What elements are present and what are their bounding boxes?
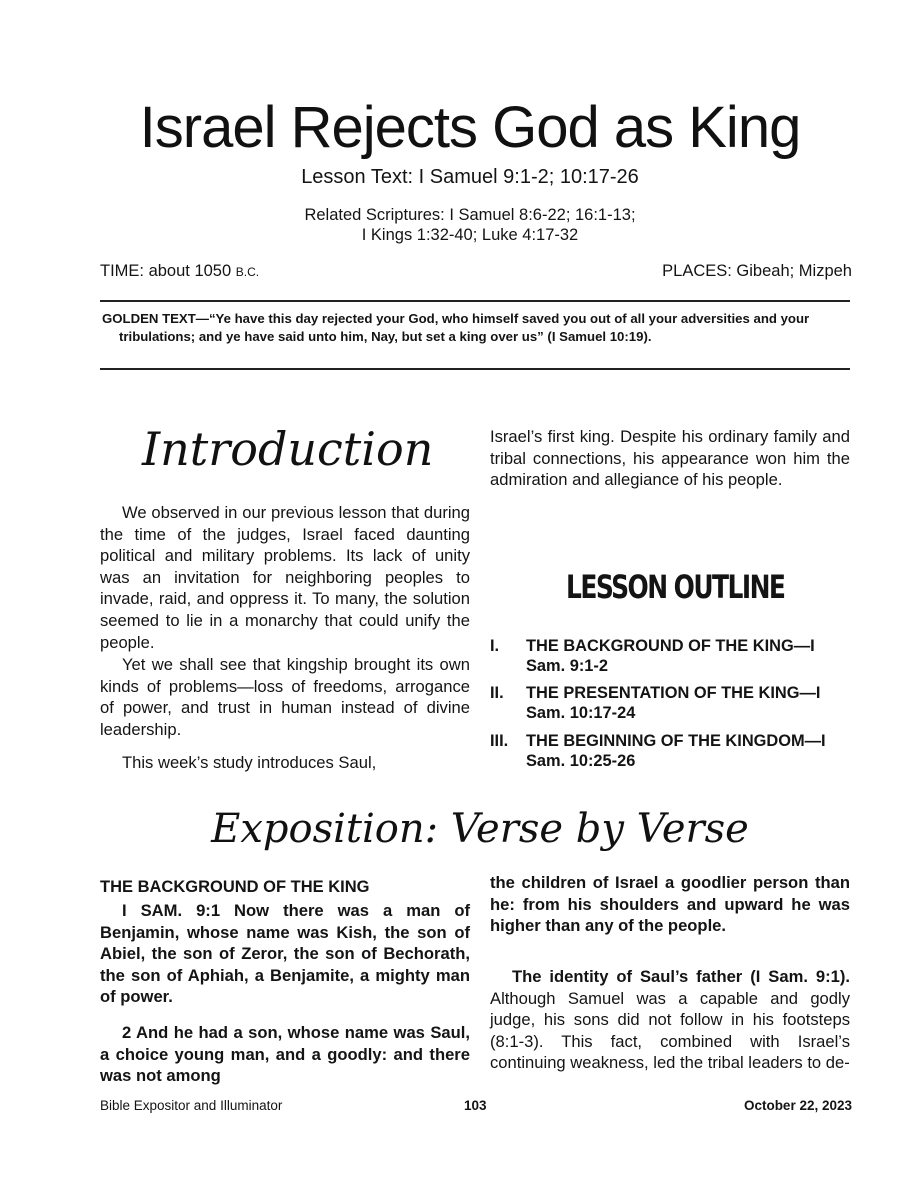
lesson-outline-heading: LESSON OUTLINE — [566, 568, 785, 606]
outline-number: II. — [490, 684, 504, 702]
footer-publication: Bible Expositor and Illuminator — [100, 1098, 283, 1113]
introduction-paragraph-2: Yet we shall see that kingship brought its own kinds of problems—loss of freedoms, arrogance of power, and trust in human instead of divine leadership. — [100, 655, 470, 739]
lesson-text-reference: Lesson Text: I Samuel 9:1-2; 10:17-26 — [301, 166, 639, 188]
outline-number: I. — [490, 637, 500, 655]
outline-number: III. — [490, 732, 509, 750]
outline-item — [490, 731, 850, 771]
outline-text: THE PRESENTATION OF THE KING—I Sam. 10:17-24 — [526, 684, 821, 722]
places-info: PLACES: Gibeah; Mizpeh — [662, 262, 852, 280]
outline-item — [490, 636, 850, 676]
scripture-verse-2: 2 And he had a son, whose name was Saul, a choice young man, and a goodly: and there was not among — [100, 1023, 470, 1086]
golden-text-bottom-rule — [100, 368, 850, 370]
exposition-heading: Exposition: Verse by Verse — [211, 806, 749, 852]
footer-page-number: 103 — [464, 1098, 487, 1113]
commentary-label: The identity of Saul’s father (I Sam. 9:1). — [512, 967, 850, 986]
commentary-text: Although Samuel was a capable and godly judge, his sons did not follow in his footsteps (8:1-3). This fact, combined with Israel’s continuing weakness, led the tribal leaders to de- — [490, 988, 850, 1073]
related-scriptures-line-2: I Kings 1:32-40; Luke 4:17-32 — [361, 226, 579, 244]
introduction-paragraph-3: This week’s study introduces Saul, — [122, 753, 377, 772]
footer-date: October 22, 2023 — [743, 1098, 852, 1113]
section-heading: THE BACKGROUND OF THE KING — [100, 878, 370, 896]
scripture-verse-1: I SAM. 9:1 Now there was a man of Benjamin, whose name was Kish, the son of Abiel, the son of Zeror, the son of Bechorath, the son of Aphiah, a Benjamite, a mighty man of power. — [100, 901, 470, 1007]
golden-text: GOLDEN TEXT—“Ye have this day rejected your God, who himself saved you out of all your adversities and your tribulations; and ye have said unto him, Nay, but set a king over us” (I Samuel 10:19). — [102, 311, 810, 344]
golden-text-top-rule — [100, 300, 850, 302]
outline-item — [490, 683, 850, 723]
lesson-title: Israel Rejects God as King — [139, 95, 801, 160]
outline-text: THE BACKGROUND OF THE KING—I Sam. 9:1-2 — [526, 637, 815, 675]
introduction-paragraph-1: We observed in our previous lesson that during the time of the judges, Israel faced daunting political and military problems. Its lack of unity was an invitation for neighboring peoples to invade, raid, and oppress it. To many, the solution seemed to lie in a monarchy that could unify the people. — [100, 503, 470, 652]
related-scriptures-line-1: Related Scriptures: I Samuel 8:6-22; 16:1-13; — [304, 206, 636, 224]
introduction-heading: Introduction — [142, 422, 434, 476]
time-label: TIME: about 1050 — [100, 262, 232, 280]
introduction-continued: Israel’s first king. Despite his ordinary family and tribal connections, his appearance won him the admiration and allegiance of his people. — [490, 427, 850, 490]
commentary-paragraph — [490, 966, 850, 1074]
outline-text: THE BEGINNING OF THE KINGDOM—I Sam. 10:25-26 — [526, 732, 826, 770]
scripture-verse-2-continued: the children of Israel a goodlier person than he: from his shoulders and upward he was higher than any of the people. — [490, 873, 850, 936]
time-info — [100, 262, 259, 281]
time-era: B.C. — [235, 265, 260, 279]
